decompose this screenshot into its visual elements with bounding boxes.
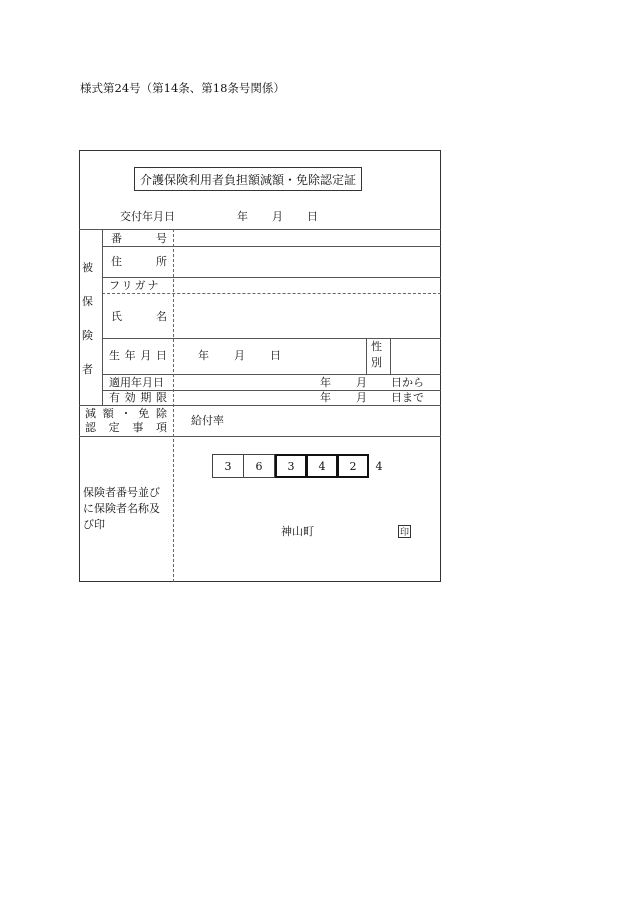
sex-label-border-right — [390, 338, 391, 374]
name-label — [111, 311, 167, 322]
sex-label-border-left — [366, 338, 367, 374]
address-label-char: 住 — [111, 255, 122, 268]
insurer-seal: 印 — [398, 525, 411, 538]
divider-valid — [79, 405, 441, 406]
furigana-label: フリガナ — [109, 279, 161, 292]
insurer-number-digit-3: 3 — [275, 454, 307, 478]
insured-group-char-1: 被 — [82, 261, 93, 274]
divider-number — [102, 246, 441, 247]
divider-reduction — [79, 436, 441, 437]
valid-month-label: 月 — [356, 391, 367, 404]
number-label-char: 号 — [156, 232, 167, 245]
address-label-char: 所 — [156, 255, 167, 268]
divider-address — [102, 277, 441, 278]
insurer-label-line3: び印 — [83, 518, 105, 531]
insurer-number-digit-6: 4 — [375, 459, 383, 473]
issue-day-label: 日 — [307, 210, 318, 223]
reduction-label-line2 — [85, 422, 167, 433]
reduction-label-char: 減 — [85, 407, 96, 420]
birth-label-char: 日 — [155, 349, 167, 362]
reduction-label-char: 項 — [155, 421, 167, 434]
name-label-char: 氏 — [111, 310, 122, 323]
divider-top — [79, 229, 441, 230]
insurer-label-line1: 保険者番号並び — [83, 486, 160, 499]
reduction-label-char: 額 — [102, 407, 114, 420]
insured-group-border — [102, 229, 103, 405]
valid-label-char: 有 — [109, 391, 120, 404]
insurer-number-digit-5: 2 — [337, 454, 369, 478]
issue-year-label: 年 — [237, 210, 248, 223]
name-label-char: 名 — [156, 310, 167, 323]
reduction-label-char: 免 — [138, 407, 150, 420]
issue-month-label: 月 — [272, 210, 283, 223]
applicable-month-label: 月 — [356, 376, 367, 389]
birth-day-label: 日 — [270, 349, 281, 362]
insurer-number-digit-1: 3 — [212, 454, 244, 478]
insurer-name: 神山町 — [281, 525, 314, 538]
sex-label-char-1: 性 — [371, 340, 382, 353]
birth-date-label — [109, 350, 167, 361]
valid-year-label: 年 — [320, 391, 331, 404]
birth-year-label: 年 — [198, 349, 209, 362]
form-number-label: 様式第24号（第14条、第18条号関係） — [80, 81, 285, 95]
applicable-date-label: 適用年月日 — [109, 376, 164, 389]
reduction-label-char: ・ — [120, 407, 132, 420]
insurer-number-digit-2: 6 — [243, 454, 275, 478]
reduction-label-char: 除 — [156, 407, 167, 420]
number-label-char: 番 — [111, 232, 122, 245]
applicable-day-from-label: 日から — [391, 376, 424, 389]
insurer-label-line2: に保険者名称及 — [83, 502, 160, 515]
valid-label-char: 効 — [124, 391, 136, 404]
address-label — [111, 256, 167, 267]
sex-label-char-2: 別 — [371, 356, 382, 369]
valid-period-label — [109, 392, 167, 403]
reduction-label-char: 定 — [108, 421, 120, 434]
birth-label-char: 月 — [140, 349, 152, 362]
certificate-title: 介護保険利用者負担額減額・免除認定証 — [134, 167, 362, 191]
birth-label-char: 年 — [124, 349, 136, 362]
valid-day-until-label: 日まで — [391, 391, 424, 404]
birth-month-label: 月 — [234, 349, 245, 362]
insured-group-char-2: 保 — [82, 295, 93, 308]
reduction-label-line1 — [85, 408, 167, 419]
divider-birth — [102, 374, 441, 375]
insured-group-char-4: 者 — [82, 363, 93, 376]
applicable-year-label: 年 — [320, 376, 331, 389]
issue-date-label: 交付年月日 — [120, 210, 175, 223]
valid-label-char: 限 — [155, 391, 167, 404]
reduction-label-char: 事 — [132, 421, 144, 434]
benefit-rate-label: 給付率 — [191, 414, 224, 427]
valid-label-char: 期 — [140, 391, 152, 404]
number-label — [111, 233, 167, 244]
insurer-number-digit-4: 4 — [306, 454, 338, 478]
insured-group-char-3: 険 — [82, 329, 93, 342]
reduction-label-char: 認 — [85, 421, 96, 434]
divider-furigana — [102, 293, 441, 294]
label-column-border — [173, 229, 174, 582]
birth-label-char: 生 — [109, 349, 120, 362]
